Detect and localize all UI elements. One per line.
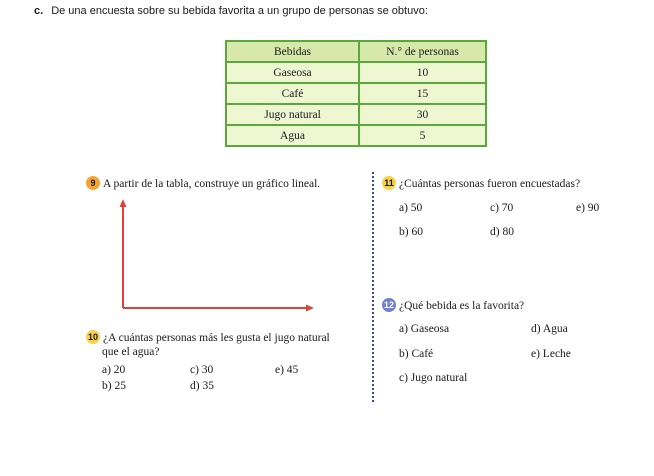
table-cell-drink: Gaseosa <box>226 62 359 83</box>
question-9 <box>86 176 320 190</box>
q12-option-d: d) Agua <box>531 323 568 335</box>
q10-option-d: d) 35 <box>190 380 214 392</box>
table-row <box>226 104 486 125</box>
q10-option-b: b) 25 <box>102 380 126 392</box>
q11-option-a: a) 50 <box>399 202 423 214</box>
q11-option-d: d) 80 <box>490 226 514 238</box>
header-bebidas: Bebidas <box>226 41 359 62</box>
question-number-9: 9 <box>86 176 100 190</box>
q12-option-c: c) Jugo natural <box>399 372 468 384</box>
question-10-text-line1: ¿A cuántas personas más les gusta el jugo natural <box>103 332 330 344</box>
question-11 <box>382 176 580 190</box>
q11-option-b: b) 60 <box>399 226 423 238</box>
q11-option-c: c) 70 <box>490 202 514 214</box>
table-row <box>226 83 486 104</box>
table-cell-count: 15 <box>359 83 486 104</box>
blank-graph-axes <box>112 195 322 315</box>
x-axis-arrow-icon <box>306 305 314 312</box>
table-header-row <box>226 41 486 62</box>
section-heading <box>34 5 428 17</box>
table-cell-count: 30 <box>359 104 486 125</box>
table-row <box>226 125 486 146</box>
q10-option-c: c) 30 <box>190 364 214 376</box>
table-cell-drink: Agua <box>226 125 359 146</box>
question-number-11: 11 <box>382 176 396 190</box>
q10-option-a: a) 20 <box>102 364 126 376</box>
question-12-text: ¿Qué bebida es la favorita? <box>399 300 525 312</box>
section-intro-text: De una encuesta sobre su bebida favorita a un grupo de personas se obtuvo: <box>51 5 428 17</box>
q12-option-e: e) Leche <box>531 348 571 360</box>
q10-option-e: e) 45 <box>275 364 299 376</box>
column-divider <box>372 172 374 402</box>
q11-option-e: e) 90 <box>576 202 600 214</box>
question-9-text: A partir de la tabla, construye un gráfico lineal. <box>103 178 321 190</box>
table-row <box>226 62 486 83</box>
question-11-text: ¿Cuántas personas fueron encuestadas? <box>399 178 581 190</box>
survey-table <box>225 40 487 147</box>
question-10-text-line2: que el agua? <box>102 346 160 358</box>
question-12 <box>382 298 524 312</box>
table-cell-drink: Café <box>226 83 359 104</box>
y-axis-arrow-icon <box>120 199 127 207</box>
question-10 <box>86 330 330 344</box>
q12-option-b: b) Café <box>399 348 434 360</box>
question-number-10: 10 <box>87 332 98 342</box>
header-personas: N.° de personas <box>359 41 486 62</box>
section-label: c. <box>34 5 44 17</box>
q12-option-a: a) Gaseosa <box>399 323 450 335</box>
table-cell-count: 5 <box>359 125 486 146</box>
question-number-12: 12 <box>383 300 394 310</box>
table-cell-drink: Jugo natural <box>226 104 359 125</box>
table-cell-count: 10 <box>359 62 486 83</box>
